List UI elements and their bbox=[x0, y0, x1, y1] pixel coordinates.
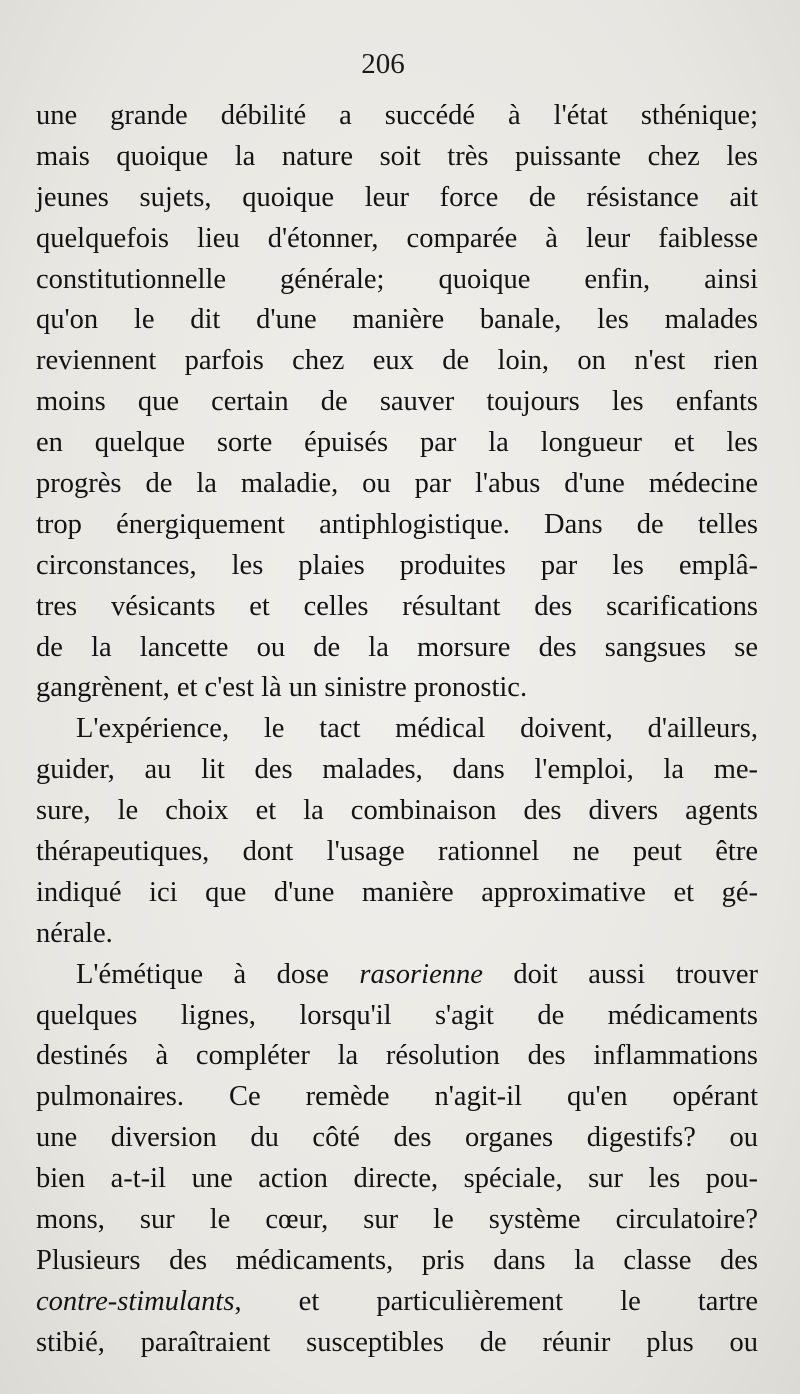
text-line: thérapeutiques, dont l'usage rationnel ne peut être bbox=[36, 836, 758, 868]
text-line: quelques lignes, lorsqu'il s'agit de médicaments bbox=[36, 999, 758, 1031]
text-line: mais quoique la nature soit très puissante chez les bbox=[36, 140, 758, 172]
text-line: quelquefois lieu d'étonner, comparée à leur faiblesse bbox=[36, 222, 758, 254]
text-line: moins que certain de sauver toujours les enfants bbox=[36, 386, 758, 418]
text-line: en quelque sorte épuisés par la longueur et les bbox=[36, 427, 758, 459]
paragraph-2 bbox=[36, 709, 758, 954]
text-line: qu'on le dit d'une manière banale, les malades bbox=[36, 304, 758, 336]
text-run: L'émétique à dose bbox=[76, 958, 360, 990]
text-line: L'expérience, le tact médical doivent, d'ailleurs, bbox=[76, 713, 758, 745]
page-number: 206 bbox=[361, 48, 405, 80]
text-line: bien a-t-il une action directe, spéciale, sur les pou- bbox=[36, 1163, 758, 1195]
text-line: gangrènent, et c'est là un sinistre pronostic. bbox=[36, 672, 528, 704]
text-line: une grande débilité a succédé à l'état sthénique; bbox=[36, 100, 758, 131]
text-line: trop énergiquement antiphlogistique. Dans de telles bbox=[36, 508, 758, 540]
text-line: une diversion du côté des organes digestifs? ou bbox=[36, 1122, 758, 1154]
text-line: guider, au lit des malades, dans l'emploi, la me- bbox=[36, 754, 758, 786]
text-line: stibié, paraîtraient susceptibles de réunir plus ou bbox=[36, 1326, 758, 1358]
text-line: de la lancette ou de la morsure des sangsues se bbox=[36, 631, 758, 663]
text-line: indiqué ici que d'une manière approximative et gé- bbox=[36, 876, 758, 908]
text-line: Plusieurs des médicaments, pris dans la classe des bbox=[36, 1244, 758, 1276]
italic-term: rasorienne bbox=[359, 958, 483, 990]
text-line: jeunes sujets, quoique leur force de résistance ait bbox=[36, 181, 758, 213]
text-line: mons, sur le cœur, sur le système circulatoire? bbox=[36, 1204, 758, 1236]
text-line: progrès de la maladie, ou par l'abus d'une médecine bbox=[36, 468, 758, 500]
text-line: destinés à compléter la résolution des inflammations bbox=[36, 1040, 758, 1072]
italic-term: contre-stimulants bbox=[36, 1285, 235, 1317]
text-line: reviennent parfois chez eux de loin, on n'est rien bbox=[36, 345, 758, 377]
text-line bbox=[36, 955, 758, 996]
text-run: doit aussi trouver bbox=[482, 958, 758, 990]
text-line bbox=[36, 1282, 758, 1323]
text-line: tres vésicants et celles résultant des scarifications bbox=[36, 590, 758, 622]
text-line: constitutionnelle générale; quoique enfin, ainsi bbox=[36, 263, 758, 295]
paragraph-3 bbox=[36, 955, 758, 1364]
text-line: circonstances, les plaies produites par les emplâ- bbox=[36, 549, 758, 581]
text-line: sure, le choix et la combinaison des divers agents bbox=[36, 795, 758, 827]
text-line: pulmonaires. Ce remède n'agit-il qu'en opérant bbox=[36, 1081, 758, 1113]
text-run: , et particulièrement le tartre bbox=[234, 1285, 758, 1317]
paragraph-1 bbox=[36, 96, 758, 709]
text-line: nérale. bbox=[36, 917, 113, 949]
body-text bbox=[36, 96, 758, 1364]
